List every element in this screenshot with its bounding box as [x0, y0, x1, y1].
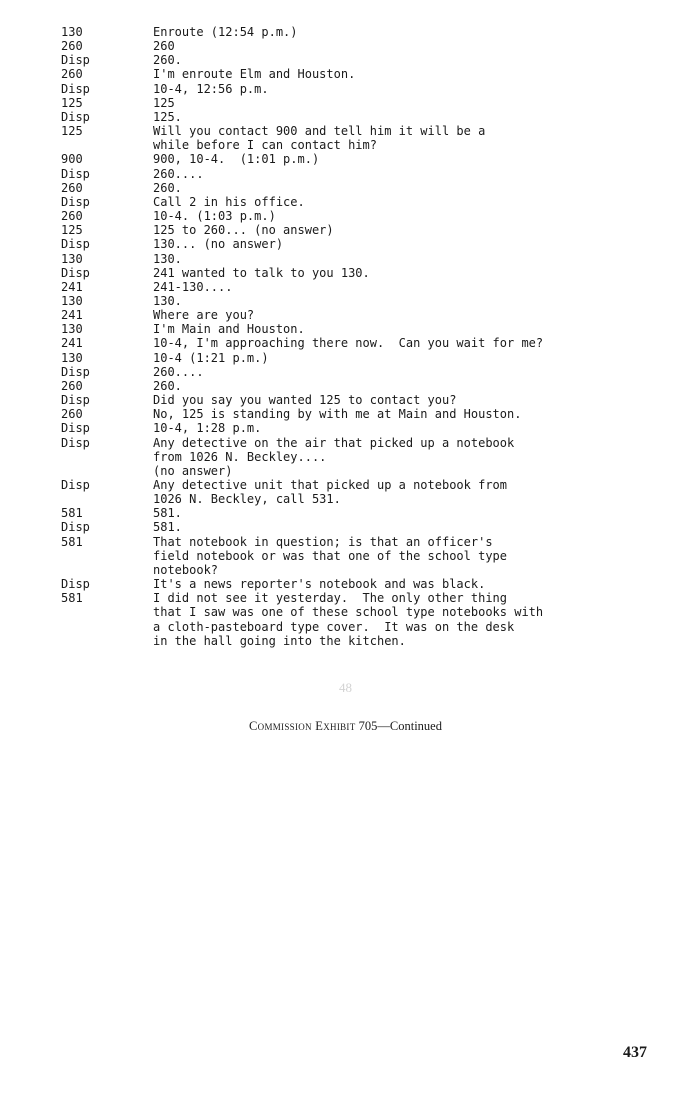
message-line: 10-4, 1:28 p.m. — [153, 421, 262, 436]
message-line: 241-130.... — [153, 279, 233, 294]
message-text — [153, 336, 661, 350]
message-line: 10-4, I'm approaching there now. Can you wait for me? — [153, 336, 544, 351]
transcript-entry — [61, 591, 661, 648]
message-line: Enroute (12:54 p.m.) — [153, 25, 298, 39]
speaker-id: Disp — [61, 81, 90, 96]
speaker-id: 125 — [61, 95, 83, 110]
transcript-entry — [61, 237, 661, 251]
transcript-entry — [61, 478, 661, 506]
message-line: 130... (no answer) — [153, 237, 284, 252]
speaker-id: 260 — [61, 209, 83, 224]
message-line: I'm enroute Elm and Houston. — [153, 67, 356, 82]
message-text — [153, 393, 661, 407]
message-text — [153, 478, 661, 506]
speaker-id: 260 — [61, 39, 83, 54]
message-line: Any detective on the air that picked up a notebook — [153, 435, 515, 450]
transcript-entry — [61, 407, 661, 421]
message-text — [153, 294, 661, 308]
message-line: 260. — [153, 53, 182, 68]
message-text — [153, 181, 661, 195]
message-text — [153, 39, 661, 53]
message-line: That notebook in question; is that an officer's — [153, 534, 493, 549]
speaker-id: Disp — [61, 53, 90, 68]
message-text — [153, 237, 661, 251]
transcript-entry — [61, 96, 661, 110]
speaker-id: 130 — [61, 25, 83, 39]
speaker-id: 581 — [61, 506, 83, 521]
message-text — [153, 53, 661, 67]
message-line: while before I can contact him? — [153, 138, 377, 153]
exhibit-label: Commission Exhibit — [249, 719, 356, 733]
message-line: 260.... — [153, 166, 204, 181]
transcript-entry — [61, 67, 661, 81]
message-line: 130. — [153, 293, 182, 308]
transcript-entry — [61, 365, 661, 379]
message-line: I did not see it yesterday. The only other thing — [153, 591, 508, 606]
exhibit-caption — [0, 719, 691, 734]
faint-page-stamp: 48 — [339, 680, 352, 695]
message-line: 581. — [153, 506, 182, 521]
message-line: 260 — [153, 39, 175, 54]
message-line: 125. — [153, 109, 182, 124]
message-line: 260. — [153, 378, 182, 393]
message-line: from 1026 N. Beckley.... — [153, 449, 327, 464]
transcript-entry — [61, 124, 661, 152]
speaker-id: 130 — [61, 350, 83, 365]
message-text — [153, 506, 661, 520]
message-text — [153, 152, 661, 166]
transcript-entry — [61, 421, 661, 435]
transcript-entry — [61, 351, 661, 365]
transcript-entry — [61, 308, 661, 322]
speaker-id: Disp — [61, 520, 90, 535]
message-line: It's a news reporter's notebook and was black. — [153, 577, 486, 592]
transcript-entry — [61, 152, 661, 166]
message-line: Will you contact 900 and tell him it will be a — [153, 124, 486, 139]
transcript-entry — [61, 209, 661, 223]
speaker-id: 241 — [61, 279, 83, 294]
message-line: 10-4, 12:56 p.m. — [153, 81, 269, 96]
message-line: 125 to 260... (no answer) — [153, 223, 334, 238]
transcript-entry — [61, 266, 661, 280]
transcript-entry — [61, 336, 661, 350]
message-line: 130. — [153, 251, 182, 266]
transcript-entry — [61, 520, 661, 534]
speaker-id: 125 — [61, 223, 83, 238]
speaker-id: Disp — [61, 194, 90, 209]
speaker-id: Disp — [61, 109, 90, 124]
message-line: 10-4. (1:03 p.m.) — [153, 209, 276, 224]
speaker-id: 900 — [61, 152, 83, 167]
transcript-entry — [61, 294, 661, 308]
message-text — [153, 577, 661, 591]
radio-transcript — [61, 25, 661, 648]
message-text — [153, 535, 661, 577]
message-text — [153, 520, 661, 534]
message-text — [153, 67, 661, 81]
message-line: 260. — [153, 180, 182, 195]
transcript-entry — [61, 110, 661, 124]
transcript-entry — [61, 322, 661, 336]
message-text — [153, 266, 661, 280]
transcript-entry — [61, 393, 661, 407]
message-text — [153, 407, 661, 421]
message-line: 260.... — [153, 364, 204, 379]
speaker-id: 130 — [61, 251, 83, 266]
transcript-entry — [61, 25, 661, 39]
message-line: Any detective unit that picked up a notebook from — [153, 478, 508, 492]
transcript-entry — [61, 82, 661, 96]
message-text — [153, 209, 661, 223]
message-line: notebook? — [153, 562, 219, 577]
message-line: 1026 N. Beckley, call 531. — [153, 492, 341, 507]
message-text — [153, 223, 661, 237]
speaker-id: 581 — [61, 534, 83, 549]
message-text — [153, 167, 661, 181]
message-line: Call 2 in his office. — [153, 194, 305, 209]
message-line: 581. — [153, 520, 182, 535]
speaker-id: 241 — [61, 336, 83, 351]
speaker-id: Disp — [61, 435, 90, 450]
transcript-entry — [61, 379, 661, 393]
exhibit-suffix: —Continued — [377, 719, 442, 733]
speaker-id: 241 — [61, 308, 83, 323]
message-line: 900, 10-4. (1:01 p.m.) — [153, 152, 320, 167]
transcript-entry — [61, 39, 661, 53]
speaker-id: 260 — [61, 378, 83, 393]
transcript-entry — [61, 53, 661, 67]
speaker-id: Disp — [61, 237, 90, 252]
message-text — [153, 280, 661, 294]
message-text — [153, 195, 661, 209]
message-line: 125 — [153, 95, 175, 110]
transcript-entry — [61, 195, 661, 209]
speaker-id: 260 — [61, 67, 83, 82]
message-line: 10-4 (1:21 p.m.) — [153, 350, 269, 365]
speaker-id: 260 — [61, 180, 83, 195]
message-text — [153, 351, 661, 365]
message-text — [153, 436, 661, 478]
transcript-entry — [61, 181, 661, 195]
message-text — [153, 308, 661, 322]
speaker-id: Disp — [61, 166, 90, 181]
speaker-id: 260 — [61, 407, 83, 422]
exhibit-number: 705 — [358, 719, 378, 733]
message-text — [153, 591, 661, 648]
message-text — [153, 25, 661, 39]
transcript-entry — [61, 436, 661, 478]
message-line: Where are you? — [153, 308, 255, 323]
transcript-entry — [61, 167, 661, 181]
transcript-entry — [61, 535, 661, 577]
message-line: No, 125 is standing by with me at Main and Houston. — [153, 407, 522, 422]
page-number: 437 — [623, 1044, 647, 1061]
transcript-entry — [61, 577, 661, 591]
speaker-id: Disp — [61, 478, 90, 492]
transcript-entry — [61, 252, 661, 266]
message-text — [153, 322, 661, 336]
message-line: that I saw was one of these school type notebooks with — [153, 605, 544, 620]
message-line: 241 wanted to talk to you 130. — [153, 265, 370, 280]
message-text — [153, 96, 661, 110]
message-line: in the hall going into the kitchen. — [153, 633, 406, 648]
message-text — [153, 365, 661, 379]
message-text — [153, 252, 661, 266]
message-text — [153, 379, 661, 393]
transcript-entry — [61, 506, 661, 520]
speaker-id: Disp — [61, 577, 90, 592]
speaker-id: 581 — [61, 591, 83, 606]
message-line: Did you say you wanted 125 to contact you? — [153, 393, 457, 408]
speaker-id: 125 — [61, 124, 83, 139]
message-line: field notebook or was that one of the school type — [153, 548, 508, 563]
speaker-id: 130 — [61, 322, 83, 337]
speaker-id: Disp — [61, 393, 90, 408]
transcript-entry — [61, 223, 661, 237]
message-line: (no answer) — [153, 463, 233, 478]
transcript-entry — [61, 280, 661, 294]
message-text — [153, 82, 661, 96]
speaker-id: Disp — [61, 265, 90, 280]
message-text — [153, 421, 661, 435]
speaker-id: Disp — [61, 421, 90, 436]
message-text — [153, 124, 661, 152]
message-line: a cloth-pasteboard type cover. It was on the desk — [153, 619, 515, 634]
speaker-id: Disp — [61, 364, 90, 379]
message-line: I'm Main and Houston. — [153, 322, 305, 337]
message-text — [153, 110, 661, 124]
speaker-id: 130 — [61, 293, 83, 308]
